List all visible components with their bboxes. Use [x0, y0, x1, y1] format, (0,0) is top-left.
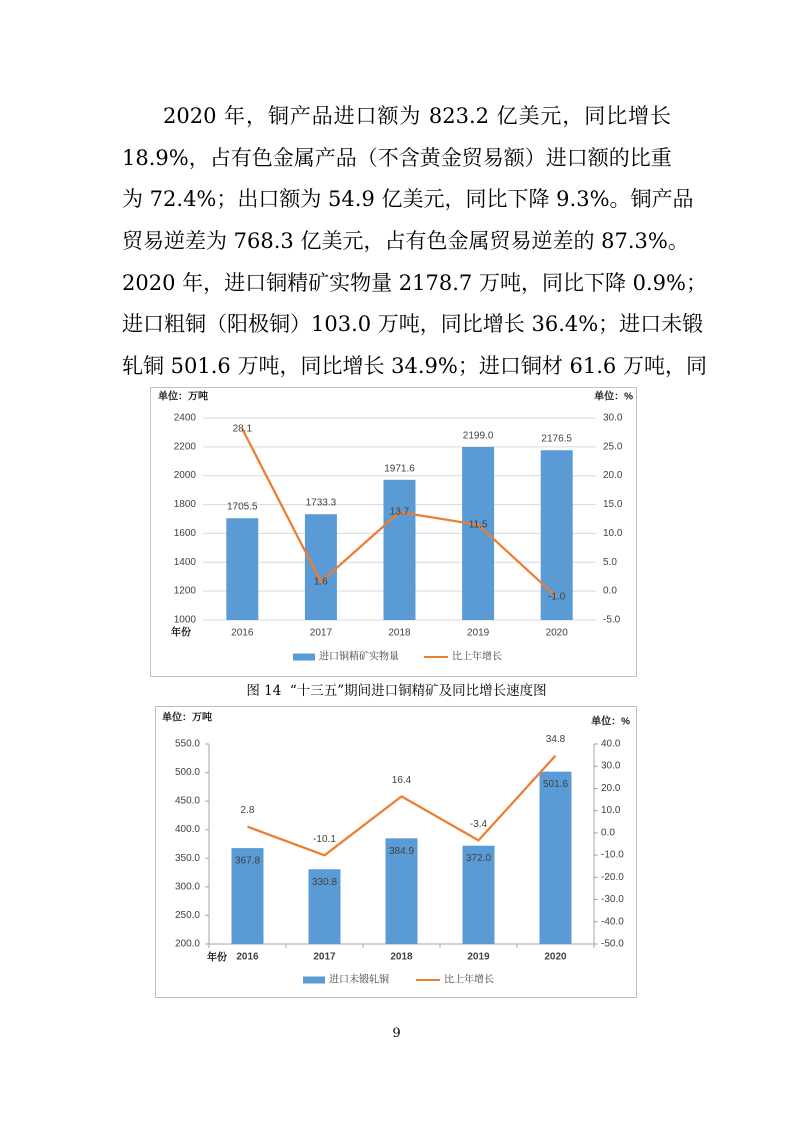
x-axis-tick-label: 2017 — [309, 627, 333, 639]
legend-label-bar: 进口未锻轧铜 — [329, 974, 389, 986]
right-axis-tick-label: 5.0 — [603, 556, 617, 568]
x-axis-tick-label: 2019 — [466, 627, 490, 639]
figure-caption: 图 14 “十三五”期间进口铜精矿及同比增长速度图 — [246, 683, 547, 699]
bar-value-label: 501.6 — [542, 779, 569, 791]
right-axis-unit-label: 单位：% — [591, 716, 630, 728]
right-axis-tick-label: 30.0 — [603, 412, 623, 424]
right-axis-tick-label: -50.0 — [601, 938, 624, 950]
right-axis-tick-label: 0.0 — [603, 585, 617, 597]
growth-value-label: -1.0 — [548, 591, 566, 603]
growth-value-label: 28.1 — [232, 423, 253, 435]
left-axis-tick-label: 400.0 — [174, 824, 200, 836]
bar-2016 — [226, 518, 258, 620]
right-axis-tick-label: 20.0 — [601, 782, 621, 794]
x-axis-tick-label: 2019 — [467, 951, 490, 963]
right-axis-tick-label: 10.0 — [603, 527, 623, 539]
left-axis-tick-label: 2000 — [173, 470, 196, 482]
right-axis-tick-label: 15.0 — [603, 499, 623, 511]
left-axis-tick-label: 350.0 — [174, 852, 200, 864]
left-axis-tick-label: 300.0 — [174, 881, 200, 893]
left-axis-unit-label: 单位：万吨 — [158, 391, 208, 403]
right-axis-tick-label: 20.0 — [603, 470, 623, 482]
left-axis-tick-label: 1600 — [173, 527, 196, 539]
right-axis-tick-label: 0.0 — [601, 827, 615, 839]
x-axis-tick-label: 2016 — [231, 627, 254, 639]
legend — [293, 650, 502, 663]
x-axis-tick-label: 2018 — [390, 951, 413, 963]
right-axis-tick-label: -10.0 — [601, 849, 624, 861]
bar-2020 — [540, 772, 572, 944]
x-axis-tick-label: 2016 — [236, 951, 259, 963]
right-axis-tick-label: -30.0 — [601, 894, 624, 906]
left-axis-tick-label: 1400 — [173, 556, 196, 568]
body-paragraph — [122, 96, 707, 388]
x-axis-tick-label: 2017 — [313, 951, 336, 963]
legend-swatch-bar — [293, 654, 315, 661]
bar-value-label: 367.8 — [234, 855, 261, 867]
x-axis-title: 年份 — [171, 627, 191, 639]
bar-2019 — [462, 447, 494, 620]
left-axis-tick-label: 2200 — [173, 441, 196, 453]
page-number: 9 — [392, 1026, 401, 1041]
legend-label-line: 比上年增长 — [444, 974, 494, 986]
paragraph-line: 2020 年，进口铜精矿实物量 2178.7 万吨，同比下降 0.9%； — [122, 270, 707, 295]
growth-value-label: 2.8 — [240, 805, 255, 817]
bar-value-label: 384.9 — [388, 845, 415, 857]
bar-value-label: 330.8 — [311, 876, 338, 888]
growth-value-label: 13.7 — [389, 506, 410, 518]
paragraph-line: 进口粗铜（阳极铜）103.0 万吨，同比增长 36.4%；进口未锻 — [122, 312, 704, 337]
paragraph-line: 2020 年，铜产品进口额为 823.2 亿美元，同比增长 — [163, 104, 671, 128]
growth-value-label: -3.4 — [469, 818, 488, 830]
legend-swatch-bar — [303, 977, 325, 984]
left-axis-unit-label: 单位：万吨 — [162, 712, 212, 724]
bar-value-label: 372.0 — [465, 853, 492, 865]
paragraph-line: 贸易逆差为 768.3 亿美元，占有色金属贸易逆差的 87.3%。 — [122, 229, 689, 254]
growth-value-label: 16.4 — [391, 774, 412, 786]
left-axis-tick-label: 1000 — [173, 614, 196, 626]
bar-value-label: 1733.3 — [305, 497, 337, 509]
paragraph-line: 轧铜 501.6 万吨，同比增长 34.9%；进口铜材 61.6 万吨，同 — [122, 354, 707, 379]
x-axis-title: 年份 — [207, 952, 227, 964]
right-axis-tick-label: 40.0 — [601, 738, 621, 750]
right-axis-tick-label: 30.0 — [601, 760, 621, 772]
bar-2018 — [384, 480, 416, 620]
left-axis-tick-label: 1800 — [173, 499, 196, 511]
legend-label-bar: 进口铜精矿实物量 — [319, 651, 399, 663]
growth-value-label: 34.8 — [545, 734, 566, 746]
left-axis-tick-label: 1200 — [173, 585, 196, 597]
plot-area — [174, 413, 623, 639]
chart-unwrought-copper-imports — [155, 706, 637, 998]
left-axis-tick-label: 2400 — [173, 412, 196, 424]
right-axis-tick-label: -5.0 — [603, 614, 621, 626]
left-axis-tick-label: 200.0 — [174, 938, 200, 950]
growth-value-label: 1.6 — [313, 576, 328, 588]
left-axis-tick-label: 250.0 — [174, 909, 200, 921]
right-axis-tick-label: -20.0 — [601, 871, 624, 883]
growth-value-label: 11.5 — [468, 519, 488, 531]
paragraph-line: 18.9%，占有色金属产品（不含黄金贸易额）进口额的比重 — [122, 145, 672, 170]
bar-2017 — [305, 514, 337, 620]
x-axis-tick-label: 2018 — [388, 627, 411, 639]
left-axis-tick-label: 550.0 — [174, 738, 200, 750]
right-axis-unit-label: 单位：% — [594, 391, 633, 403]
bar-value-label: 2176.5 — [541, 433, 572, 445]
right-axis-tick-label: 25.0 — [603, 441, 623, 453]
growth-value-label: -10.1 — [313, 833, 336, 845]
legend-label-line: 比上年增长 — [452, 651, 502, 663]
bar-value-label: 1971.6 — [384, 463, 415, 475]
left-axis-tick-label: 500.0 — [174, 767, 200, 779]
right-axis-tick-label: -40.0 — [601, 916, 624, 928]
x-axis-tick-label: 2020 — [545, 627, 568, 639]
bar-value-label: 2199.0 — [462, 430, 494, 442]
left-axis-tick-label: 450.0 — [174, 795, 200, 807]
x-axis-tick-label: 2020 — [544, 951, 567, 963]
chart-copper-concentrate-imports — [150, 387, 637, 677]
bar-value-label: 1705.5 — [227, 501, 258, 513]
paragraph-line: 为 72.4%；出口额为 54.9 亿美元，同比下降 9.3%。铜产品 — [122, 187, 694, 212]
right-axis-tick-label: 10.0 — [601, 805, 621, 817]
